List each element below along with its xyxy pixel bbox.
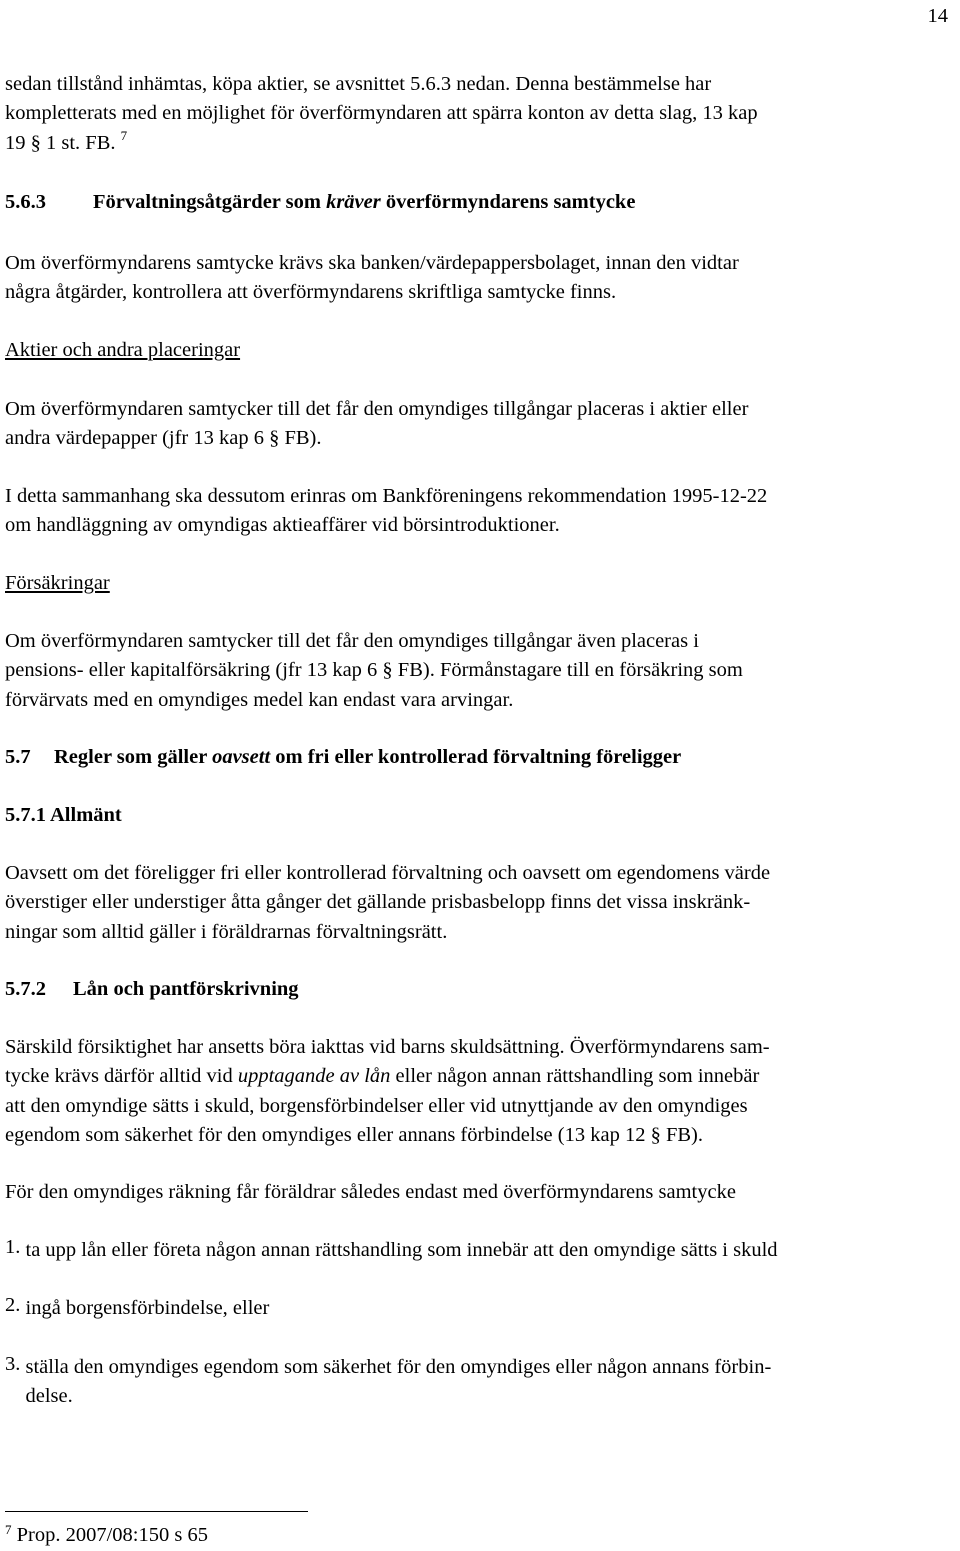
- section-number: 5.7.1: [5, 804, 46, 826]
- text-line: 19 § 1 st. FB. $^7$: [5, 127, 128, 154]
- text-line: Särskild försiktighet har ansetts böra iakttas vid barns skuldsättning. Överförmyndarens sam-: [5, 1036, 770, 1058]
- section-5-7-1-paragraph: [5, 859, 770, 947]
- text-line: andra värdepapper (jfr 13 kap 6 § FB).: [5, 427, 322, 450]
- section-heading-5-7: 5.7 Regler som gäller oavsett om fri eller kontrollerad förvaltning föreligger: [5, 743, 681, 772]
- forsakringar-paragraph: [5, 627, 743, 715]
- text-line: förvärvats med en omyndiges medel kan endast vara arvingar.: [5, 688, 514, 711]
- aktier-paragraph-1: [5, 395, 748, 454]
- list-number: 3.: [5, 1353, 26, 1375]
- aktier-paragraph-2: [5, 482, 767, 541]
- section-number: 5.7: [5, 746, 31, 768]
- section-5-7-2-paragraph-1: [5, 1033, 770, 1150]
- list-item: [5, 1236, 778, 1265]
- text-line: om handläggning av omyndigas aktieaffärer vid börsintroduktioner.: [5, 514, 560, 537]
- text-line: Om överförmyndarens samtycke krävs ska banken/värdepappersbolaget, innan den vidtar: [5, 252, 739, 274]
- text-line: I detta sammanhang ska dessutom erinras om Bankföreningens rekommendation 1995-12-22: [5, 485, 768, 507]
- section-number: 5.7.2: [5, 978, 46, 1000]
- text-line: Oavsett om det föreligger fri eller kontrollerad förvaltning och oavsett om egendomens värde: [5, 862, 771, 884]
- text-line: tycke krävs därför alltid vid upptagande av lån eller någon annan rättshandling som innebär: [5, 1065, 760, 1088]
- footnote-ref: 7: [120, 127, 128, 143]
- text-line: ställa den omyndiges egendom som säkerhet för den omyndiges eller någon annans förbin-: [25, 1356, 772, 1378]
- footnote-separator: [5, 1511, 308, 1512]
- list-number: 1.: [5, 1236, 26, 1258]
- text-line: överstiger eller understiger åtta gånger det gällande prisbasbelopp finns det vissa inskränk-: [5, 891, 751, 914]
- intro-paragraph: [5, 70, 758, 158]
- section-5-7-2-paragraph-2: För den omyndiges räkning får föräldrar således endast med överförmyndarens samtycke: [5, 1181, 736, 1203]
- text-line: Om överförmyndaren samtycker till det får den omyndiges tillgångar även placeras i: [5, 630, 699, 652]
- section-5-6-3-paragraph: [5, 249, 739, 308]
- section-number: 5.6.3: [5, 191, 46, 213]
- text-line: ta upp lån eller företa någon annan rättshandling som innebär att den omyndige sätts i skuld: [25, 1239, 778, 1261]
- text-line: pensions- eller kapitalförsäkring (jfr 13 kap 6 § FB). Förmånstagare till en försäkring som: [5, 659, 743, 682]
- list-item: [5, 1353, 771, 1412]
- footnote: $^7$ Prop. 2007/08:150 s 65: [5, 1522, 208, 1546]
- text-line: Om överförmyndaren samtycker till det får den omyndiges tillgångar placeras i aktier eller: [5, 398, 749, 420]
- section-heading-5-7-2: 5.7.2 Lån och pantförskrivning: [5, 975, 299, 1004]
- subheading-aktier: Aktier och andra placeringar: [5, 339, 241, 361]
- page-number: 14: [927, 5, 948, 27]
- section-heading-5-6-3: 5.6.3 Förvaltningsåtgärder som kräver överförmyndarens samtycke: [5, 188, 635, 217]
- section-heading-5-7-1: 5.7.1 Allmänt: [5, 804, 122, 826]
- text-line: egendom som säkerhet för den omyndiges eller annans förbindelse (13 kap 12 § FB).: [5, 1123, 703, 1146]
- text-line: sedan tillstånd inhämtas, köpa aktier, se avsnittet 5.6.3 nedan. Denna bestämmelse har: [5, 73, 712, 95]
- text-line: ingå borgensförbindelse, eller: [25, 1297, 270, 1319]
- text-line: delse.: [25, 1385, 73, 1408]
- text-line: kompletterats med en möjlighet för överförmyndaren att spärra konton av detta slag, 13 kap: [5, 102, 758, 125]
- subheading-forsakringar: Försäkringar: [5, 572, 110, 594]
- list-number: 2.: [5, 1294, 26, 1316]
- text-line: att den omyndige sätts i skuld, borgensförbindelser eller vid utnyttjande av den omyndiges: [5, 1094, 748, 1117]
- list-item: [5, 1294, 269, 1323]
- footnote-number: 7: [5, 1522, 12, 1537]
- text-line: ningar som alltid gäller i föräldrarnas förvaltningsrätt.: [5, 920, 448, 943]
- text-line: några åtgärder, kontrollera att överförmyndarens skriftliga samtycke finns.: [5, 281, 617, 304]
